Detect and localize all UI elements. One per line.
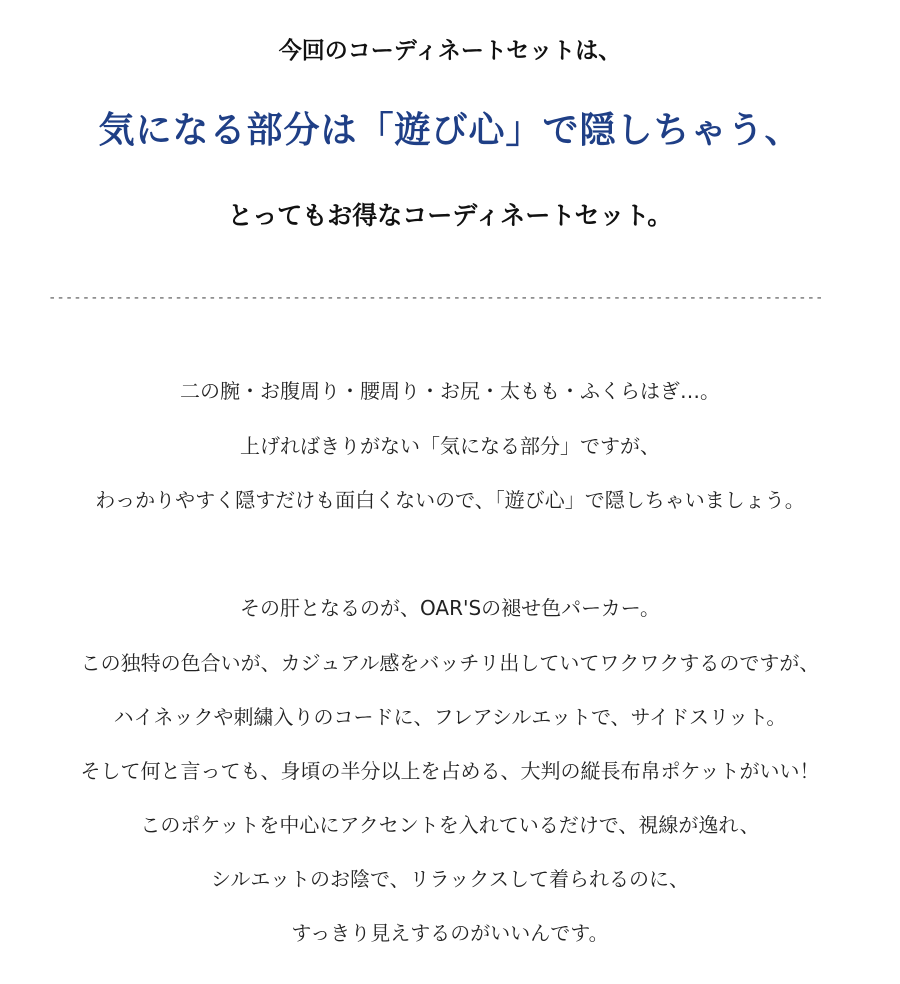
intro-text: 今回のコーディネートセットは、 [278,38,622,64]
paragraph-2-line-3: ハイネックや刺繍入りのコードに、フレアシルエットで、サイドスリット。 [113,705,787,729]
subheading: とってもお得なコーディネートセット。 [227,201,673,230]
paragraph-1-line-1: 二の腕・お腹周り・腰周り・お尻・太もも・ふくらはぎ…。 [180,379,720,403]
paragraph-1-line-2: 上げればきりがない「気になる部分」ですが、 [240,434,660,458]
paragraph-2-line-2: この独特の色合いが、カジュアル感をバッチリ出していてワクワクするのですが、 [80,651,820,675]
paragraph-2-line-5: このポケットを中心にアクセントを入れているだけで、視線が逸れ、 [140,813,760,837]
dashed-divider: -------------------------------------------------------------------------------------------- [48,291,824,305]
paragraph-2-line-7: すっきり見えするのがいいんです。 [291,921,609,945]
headline: 気になる部分は「遊び心」で隠しちゃう、 [98,110,802,151]
paragraph-1-line-3: わっかりやすく隠すだけも面白くないので、「遊び心」で隠しちゃいましょう。 [95,488,805,512]
paragraph-2-line-4: そして何と言っても、身頃の半分以上を占める、大判の縦長布帛ポケットがいい！ [80,759,820,783]
paragraph-2-line-1: その肝となるのが、OAR'Sの褪せ色パーカー。 [240,596,660,620]
paragraph-2-line-6: シルエットのお陰で、リラックスして着られるのに、 [210,867,690,891]
